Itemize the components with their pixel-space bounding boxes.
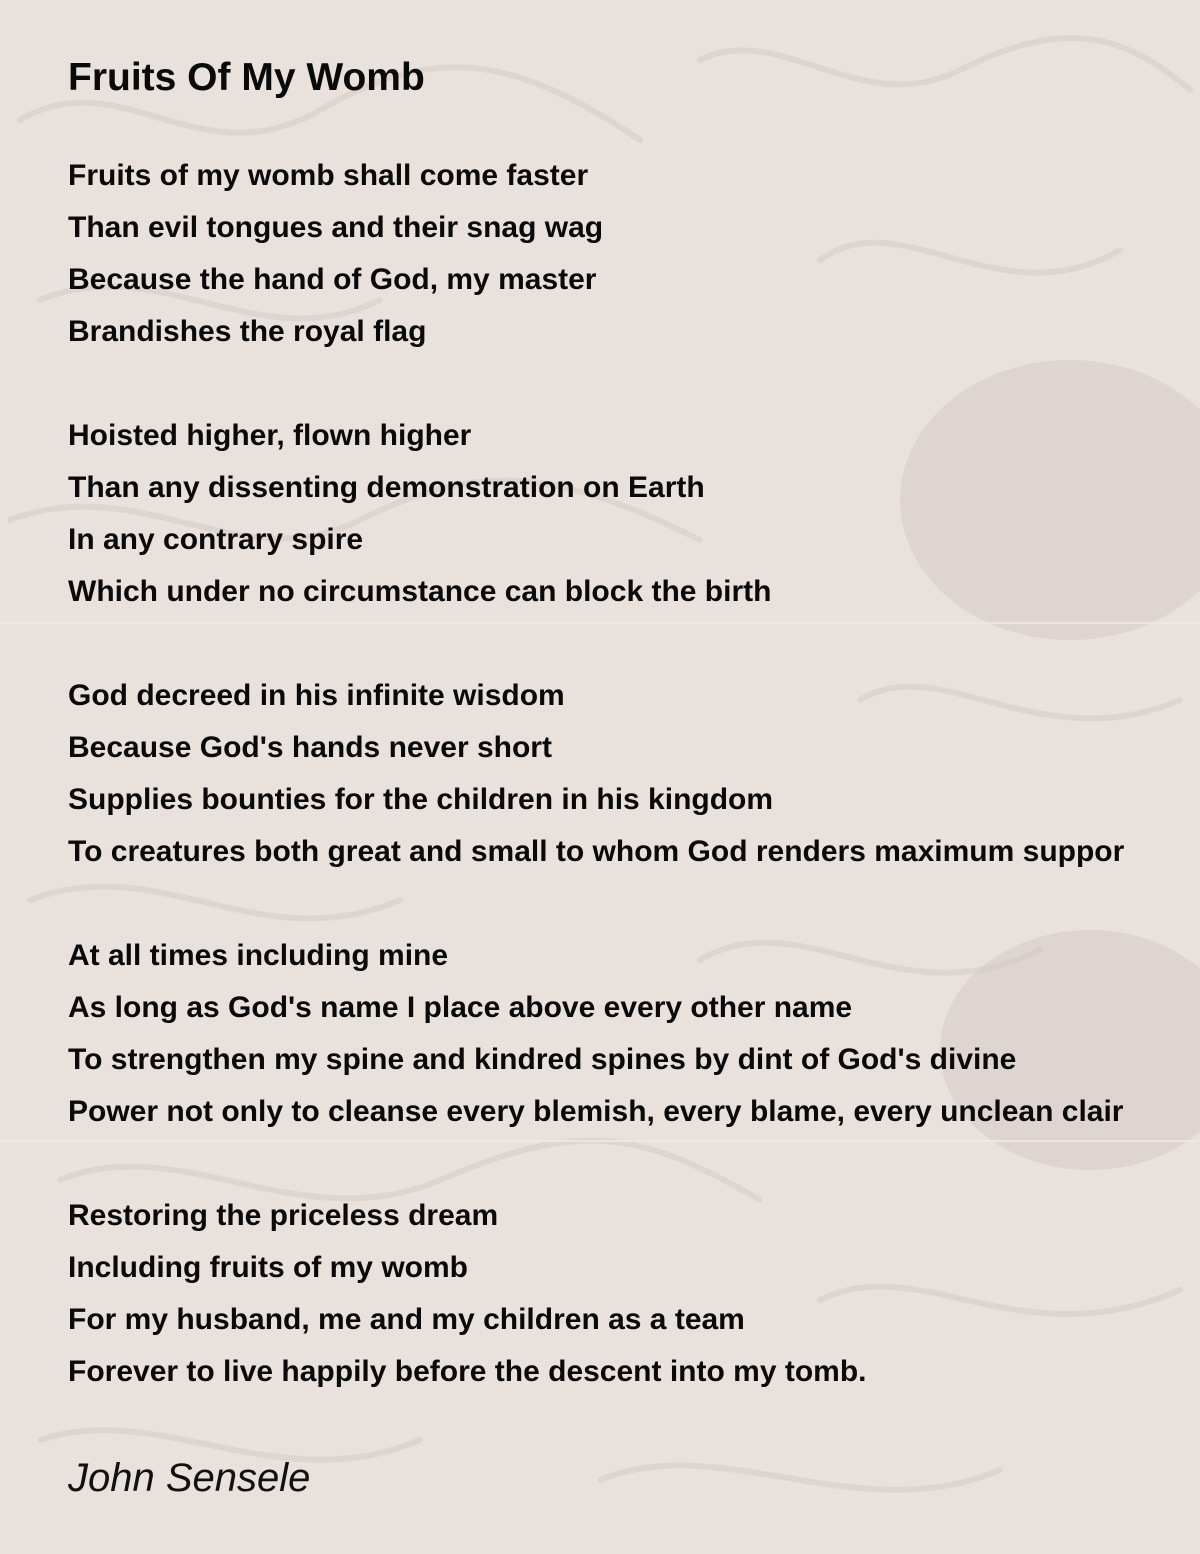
poem-line: Hoisted higher, flown higher: [68, 419, 472, 452]
poem-line: Including fruits of my womb: [68, 1251, 468, 1284]
poem-line: God decreed in his infinite wisdom: [68, 679, 565, 712]
poem-line: In any contrary spire: [68, 523, 364, 556]
poem-body: [68, 150, 1200, 1450]
poem-line: Than evil tongues and their snag wag: [68, 211, 604, 244]
stanza-5: [68, 1190, 1200, 1398]
poem-line: Than any dissenting demonstration on Earth: [68, 471, 705, 504]
poem-line: Restoring the priceless dream: [68, 1199, 499, 1232]
poem-line: Which under no circumstance can block the birth: [68, 575, 772, 608]
poem-line: As long as God's name I place above every other name: [68, 991, 853, 1024]
poem-author: John Sensele: [68, 1456, 311, 1500]
stanza-3: [68, 670, 1200, 878]
poem-line: Brandishes the royal flag: [68, 315, 427, 348]
poem-title: Fruits Of My Womb: [68, 56, 425, 99]
stanza-2: [68, 410, 1200, 618]
poem-line: Because God's hands never short: [68, 731, 552, 764]
poem-line: Because the hand of God, my master: [68, 263, 597, 296]
poem-line: Forever to live happily before the descent into my tomb.: [68, 1355, 867, 1388]
poem-line: At all times including mine: [68, 939, 449, 972]
poem-line: To creatures both great and small to whom God renders maximum suppor: [68, 835, 1125, 868]
stanza-1: [68, 150, 1200, 358]
poem-line: To strengthen my spine and kindred spines by dint of God's divine: [68, 1043, 1017, 1076]
poem-line: Fruits of my womb shall come faster: [68, 159, 589, 192]
poem-line: Power not only to cleanse every blemish, every blame, every unclean clair: [68, 1095, 1124, 1128]
poem-line: Supplies bounties for the children in his kingdom: [68, 783, 774, 816]
poem-line: For my husband, me and my children as a team: [68, 1303, 745, 1336]
stanza-4: [68, 930, 1200, 1138]
